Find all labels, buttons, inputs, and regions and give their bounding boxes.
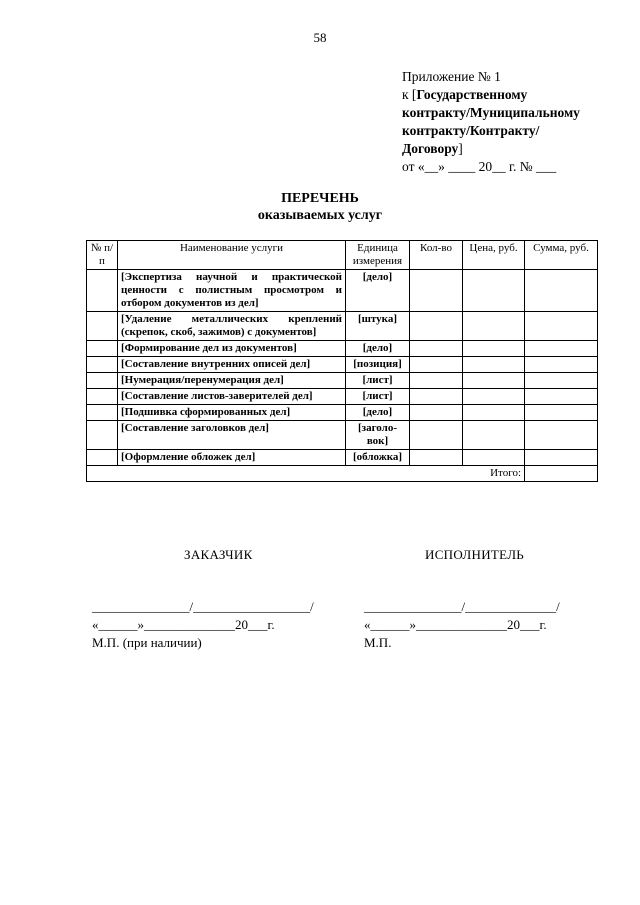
table-row — [87, 389, 598, 405]
cell-num — [87, 450, 118, 466]
contractor-date-line: «______»______________20___г. — [364, 617, 547, 632]
cell-unit: [лист] — [346, 373, 410, 389]
cell-price — [463, 312, 525, 341]
table-row — [87, 450, 598, 466]
services-table — [86, 240, 598, 482]
appendix-line-5 — [402, 140, 632, 158]
customer-signature-line: _______________/__________________/ — [92, 599, 314, 614]
cell-service-name: [Экспертиза научной и практической ценности с полистным просмотром и отбором документов из дел] — [118, 270, 346, 312]
cell-num — [87, 357, 118, 373]
appendix-line-5-suffix: ] — [458, 141, 463, 156]
cell-unit: [дело] — [346, 341, 410, 357]
header-name: Наименование услуги — [118, 241, 346, 270]
appendix-line-2 — [402, 86, 632, 104]
cell-qty — [410, 373, 463, 389]
header-unit: Единица измерения — [346, 241, 410, 270]
table-row — [87, 312, 598, 341]
appendix-line-2-prefix: к [ — [402, 87, 417, 102]
table-row — [87, 421, 598, 450]
contractor-stamp: М.П. — [364, 635, 392, 650]
cell-num — [87, 312, 118, 341]
cell-num — [87, 389, 118, 405]
cell-service-name: [Оформление обложек дел] — [118, 450, 346, 466]
cell-num — [87, 341, 118, 357]
cell-num — [87, 421, 118, 450]
cell-price — [463, 389, 525, 405]
cell-sum — [525, 312, 598, 341]
cell-service-name: [Нумерация/перенумерация дел] — [118, 373, 346, 389]
cell-price — [463, 405, 525, 421]
cell-price — [463, 270, 525, 312]
cell-qty — [410, 421, 463, 450]
cell-unit: [штука] — [346, 312, 410, 341]
cell-price — [463, 421, 525, 450]
cell-sum — [525, 341, 598, 357]
cell-unit: [позиция] — [346, 357, 410, 373]
cell-sum — [525, 405, 598, 421]
header-qty: Кол-во — [410, 241, 463, 270]
page-number: 58 — [313, 30, 327, 45]
cell-unit: [обложка] — [346, 450, 410, 466]
table-header-row — [87, 241, 598, 270]
cell-service-name: [Формирование дел из документов] — [118, 341, 346, 357]
cell-price — [463, 450, 525, 466]
appendix-line-5-bold: Договору — [402, 141, 459, 156]
cell-sum — [525, 270, 598, 312]
cell-sum — [525, 389, 598, 405]
cell-service-name: [Составление внутренних описей дел] — [118, 357, 346, 373]
table-total-row — [87, 466, 598, 482]
cell-num — [87, 405, 118, 421]
cell-sum — [525, 373, 598, 389]
cell-qty — [410, 357, 463, 373]
cell-service-name: [Удаление металлических креплений (скрепок, скоб, зажимов) с документов] — [118, 312, 346, 341]
cell-qty — [410, 450, 463, 466]
cell-sum — [525, 450, 598, 466]
appendix-line-1: Приложение № 1 — [402, 69, 501, 84]
customer-stamp: М.П. (при наличии) — [92, 635, 202, 650]
cell-sum — [525, 357, 598, 373]
appendix-line-4: контракту/Контракту/ — [402, 123, 540, 138]
contractor-label: ИСПОЛНИТЕЛЬ — [425, 547, 525, 562]
table-row — [87, 357, 598, 373]
cell-service-name: [Составление заголовков дел] — [118, 421, 346, 450]
cell-qty — [410, 270, 463, 312]
cell-num — [87, 270, 118, 312]
customer-date-line: «______»______________20___г. — [92, 617, 275, 632]
document-title — [0, 190, 640, 224]
document-title-line-1: ПЕРЕЧЕНЬ — [281, 191, 359, 206]
cell-qty — [410, 405, 463, 421]
cell-price — [463, 341, 525, 357]
cell-qty — [410, 341, 463, 357]
cell-service-name: [Подшивка сформированных дел] — [118, 405, 346, 421]
appendix-block — [402, 68, 632, 176]
cell-service-name: [Составление листов-заверителей дел] — [118, 389, 346, 405]
cell-sum — [525, 421, 598, 450]
appendix-line-3: контракту/Муниципальному — [402, 105, 580, 120]
cell-unit: [лист] — [346, 389, 410, 405]
document-title-line-2: оказываемых услуг — [257, 208, 383, 223]
table-row — [87, 373, 598, 389]
customer-label: ЗАКАЗЧИК — [184, 547, 253, 562]
cell-price — [463, 357, 525, 373]
contractor-signature-line: _______________/______________/ — [364, 599, 560, 614]
cell-qty — [410, 389, 463, 405]
appendix-line-2-bold: Государственному — [416, 87, 528, 102]
table-row — [87, 341, 598, 357]
cell-unit: [заголо-вок] — [346, 421, 410, 450]
cell-qty — [410, 312, 463, 341]
cell-num — [87, 373, 118, 389]
table-row — [87, 405, 598, 421]
cell-unit: [дело] — [346, 270, 410, 312]
appendix-line-6: от «__» ____ 20__ г. № ___ — [402, 159, 557, 174]
total-label: Итого: — [87, 466, 525, 482]
header-sum: Сумма, руб. — [525, 241, 598, 270]
header-num: № п/п — [87, 241, 118, 270]
header-price: Цена, руб. — [463, 241, 525, 270]
total-sum-cell — [525, 466, 598, 482]
cell-price — [463, 373, 525, 389]
cell-unit: [дело] — [346, 405, 410, 421]
table-row — [87, 270, 598, 312]
